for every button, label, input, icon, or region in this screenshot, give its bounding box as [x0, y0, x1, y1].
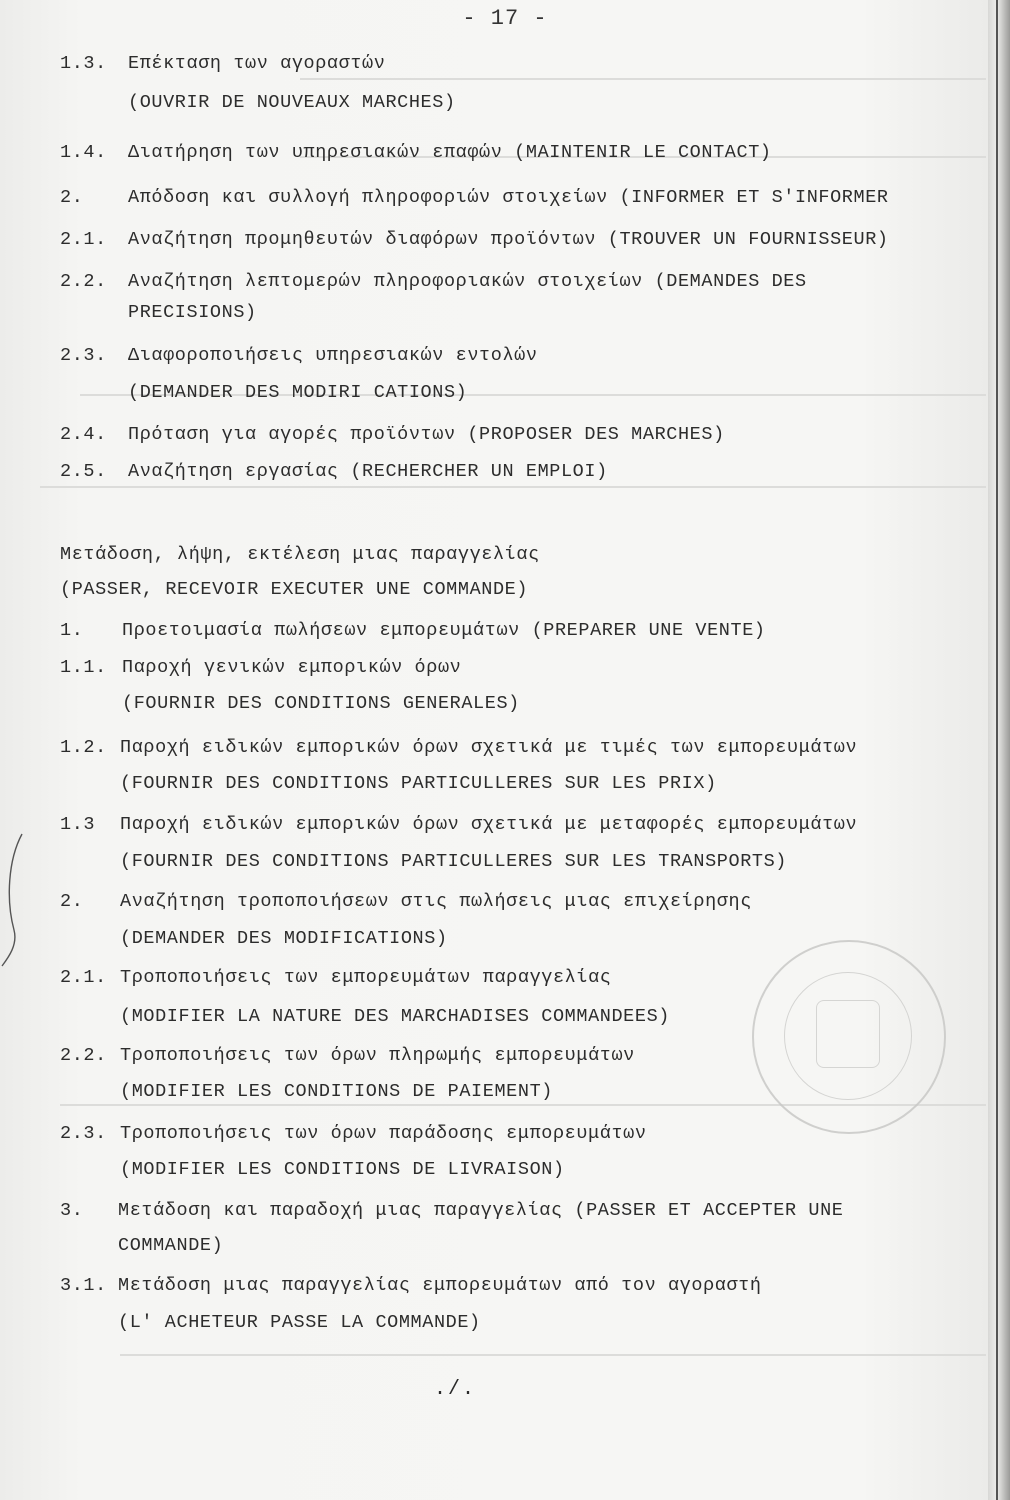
item-text: Παροχή ειδικών εμπορικών όρων σχετικά με μεταφορές εμπορευμάτων: [120, 814, 858, 835]
item-text: Διατήρηση των υπηρεσιακών επαφών (MAINTENIR LE CONTACT): [128, 142, 772, 163]
item-number: 2.: [60, 891, 84, 912]
list-item: [60, 814, 857, 835]
list-item: [60, 1200, 844, 1221]
item-text: Επέκταση των αγοραστών: [128, 53, 386, 74]
list-item: [60, 142, 772, 163]
list-item: [60, 1045, 635, 1066]
list-item: [60, 53, 385, 74]
list-item: [60, 1275, 762, 1296]
show-through-line: [120, 1354, 986, 1356]
list-item: [60, 967, 611, 988]
list-item: [60, 271, 807, 292]
list-item: [60, 1123, 647, 1144]
list-item-continuation: COMMANDE): [118, 1235, 224, 1256]
list-item: [60, 461, 608, 482]
item-number: 1.: [60, 620, 84, 641]
item-number: 2.1.: [60, 967, 107, 988]
page-edge-line: [996, 0, 998, 1500]
list-item-continuation: (FOURNIR DES CONDITIONS PARTICULLERES SUR LES PRIX): [120, 773, 717, 794]
item-number: 3.: [60, 1200, 84, 1221]
list-item: [60, 737, 857, 758]
list-item-continuation: (L' ACHETEUR PASSE LA COMMANDE): [118, 1312, 481, 1333]
item-number: 1.3: [60, 814, 96, 835]
show-through-line: [40, 486, 986, 488]
list-item: [60, 657, 461, 678]
item-number: 1.3.: [60, 53, 107, 74]
item-number: 1.1.: [60, 657, 107, 678]
item-text: Αναζήτηση εργασίας (RECHERCHER UN EMPLOI): [128, 461, 608, 482]
item-text: Πρόταση για αγορές προϊόντων (PROPOSER DES MARCHES): [128, 424, 725, 445]
item-number: 2.4.: [60, 424, 107, 445]
item-number: 1.4.: [60, 142, 107, 163]
end-mark: ./.: [434, 1378, 477, 1401]
item-text: Αναζήτηση προμηθευτών διαφόρων προϊόντων (TROUVER UN FOURNISSEUR): [128, 229, 889, 250]
item-text: Μετάδοση και παραδοχή μιας παραγγελίας (PASSER ET ACCEPTER UNE: [118, 1200, 844, 1221]
list-item: [60, 345, 538, 366]
item-number: 3.1.: [60, 1275, 107, 1296]
item-text: Αναζήτηση τροποποιήσεων στις πωλήσεις μιας επιχείρησης: [120, 891, 752, 912]
list-item-continuation: (FOURNIR DES CONDITIONS GENERALES): [122, 693, 520, 714]
list-item-continuation: (FOURNIR DES CONDITIONS PARTICULLERES SUR LES TRANSPORTS): [120, 851, 788, 872]
list-item: [60, 229, 889, 250]
item-text: Τροποποιήσεις των όρων πληρωμής εμπορευμάτων: [120, 1045, 635, 1066]
item-text: Μετάδοση μιας παραγγελίας εμπορευμάτων από τον αγοραστή: [118, 1275, 762, 1296]
item-text: Διαφοροποιήσεις υπηρεσιακών εντολών: [128, 345, 538, 366]
list-item-continuation: (MODIFIER LES CONDITIONS DE LIVRAISON): [120, 1159, 565, 1180]
page-right-edge: [988, 0, 1010, 1500]
item-number: 2.2.: [60, 271, 107, 292]
list-item-continuation: (DEMANDER DES MODIRI CATIONS): [128, 382, 468, 403]
list-item: [60, 187, 889, 208]
list-item: [60, 891, 752, 912]
list-item-continuation: (MODIFIER LA NATURE DES MARCHADISES COMMANDEES): [120, 1006, 670, 1027]
item-text: Παροχή ειδικών εμπορικών όρων σχετικά με τιμές των εμπορευμάτων: [120, 737, 858, 758]
item-number: 2.1.: [60, 229, 107, 250]
item-text: Προετοιμασία πωλήσεων εμπορευμάτων (PREPARER UNE VENTE): [122, 620, 766, 641]
item-number: 2.2.: [60, 1045, 107, 1066]
list-item: [60, 620, 766, 641]
margin-bracket-icon: [0, 830, 30, 970]
item-number: 2.: [60, 187, 84, 208]
item-text: Τροποποιήσεις των εμπορευμάτων παραγγελίας: [120, 967, 612, 988]
item-number: 2.3.: [60, 345, 107, 366]
item-text: Τροποποιήσεις των όρων παράδοσης εμπορευμάτων: [120, 1123, 647, 1144]
item-text: Απόδοση και συλλογή πληροφοριών στοιχείων (INFORMER ET S'INFORMER: [128, 187, 889, 208]
list-item-continuation: (MODIFIER LES CONDITIONS DE PAIEMENT): [120, 1081, 553, 1102]
item-text: Παροχή γενικών εμπορικών όρων: [122, 657, 462, 678]
section-heading-subtitle: (PASSER, RECEVOIR EXECUTER UNE COMMANDE): [60, 579, 529, 600]
item-number: 2.5.: [60, 461, 107, 482]
item-number: 1.2.: [60, 737, 107, 758]
list-item-continuation: PRECISIONS): [128, 302, 257, 323]
show-through-line: [300, 78, 986, 80]
item-number: 2.3.: [60, 1123, 107, 1144]
list-item-continuation: (DEMANDER DES MODIFICATIONS): [120, 928, 448, 949]
list-item: [60, 424, 725, 445]
list-item-continuation: (OUVRIR DE NOUVEAUX MARCHES): [128, 92, 456, 113]
section-heading: Μετάδοση, λήψη, εκτέλεση μιας παραγγελίας: [60, 544, 540, 565]
item-text: Αναζήτηση λεπτομερών πληροφοριακών στοιχείων (DEMANDES DES: [128, 271, 807, 292]
page-number: - 17 -: [462, 6, 548, 31]
seal-emblem: [816, 1000, 880, 1068]
circular-seal-icon: [752, 940, 946, 1134]
